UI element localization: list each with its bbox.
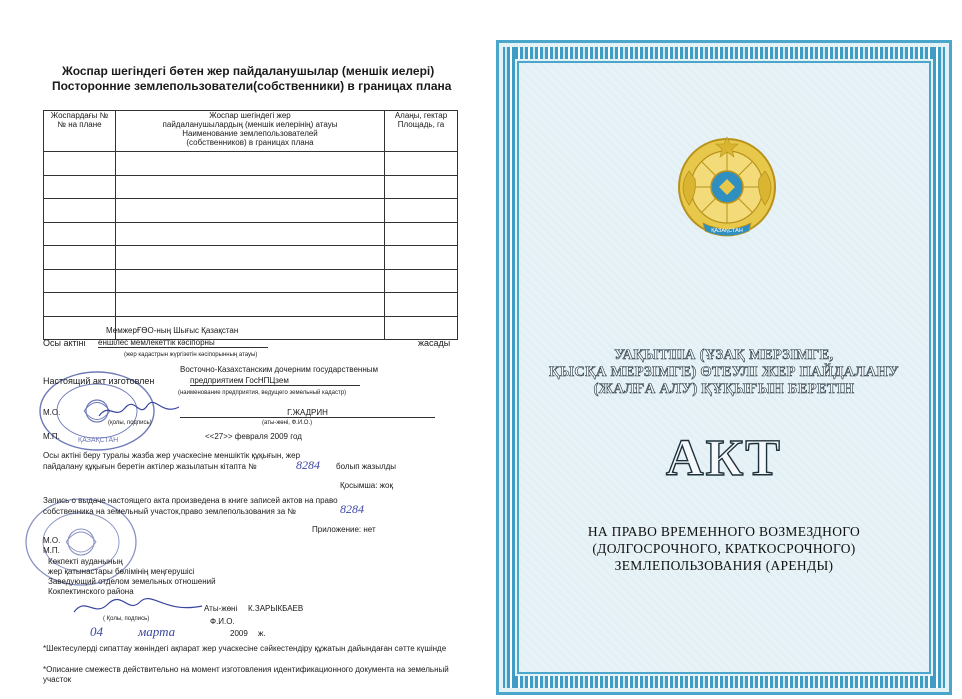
certificate-cover [496, 40, 952, 695]
mp-label-2: М.П. [43, 546, 60, 555]
heading-ru-line-1: НА ПРАВО ВРЕМЕННОГО ВОЗМЕЗДНОГО [587, 524, 861, 539]
heading-kz [499, 347, 949, 398]
heading-kz-line-1: УАҚЫТША (ҰЗАҚ МЕРЗІМГЕ, [614, 347, 834, 363]
heading-ru-line-2: (ДОЛГОСРОЧНОГО, КРАТКОСРОЧНОГО) [592, 541, 856, 556]
zhasady-label: жасады [418, 338, 451, 348]
footnote-kz: *Шектесулерді сипаттау жөніндегі ақпарат жер учаскесіне сәйкестендіру құжатын дайындаған сәтте күшінде [43, 644, 447, 653]
table-row [44, 246, 458, 270]
table-header-row [44, 111, 458, 152]
stamp-text: ҚАЗАҚСТАН [78, 437, 119, 444]
name-caption: (аты-жөні, Ф.И.О.) [262, 420, 313, 426]
issuer-caption: (жер кадастрын жүргізетін кәсіпорынның атауы) [124, 352, 258, 358]
ru-record-line-1: Запись о выдаче настоящего акта произведена в книге записей актов на право [43, 496, 338, 505]
signer-name: Г.ЖАДРИН [180, 408, 435, 418]
akt-title: АКТ [666, 430, 782, 487]
issue-date: <<27>> февраля 2009 год [205, 432, 302, 441]
prepared-line-2: предприятием ГосНПЦзем [190, 376, 360, 386]
head-title-1: Көкпекті ауданының [48, 557, 123, 566]
title-ru: Посторонние землепользователи(собственники) в границах плана [52, 79, 452, 93]
ru-record-line-2: собственника на земельный участок,право землепользования за № [43, 507, 296, 516]
head-title-4: Кокпектинского района [48, 587, 134, 596]
ru-attachment: Приложение: нет [312, 525, 376, 534]
table-row [44, 222, 458, 246]
date-day: 04 [90, 624, 103, 639]
head-title-3: Заведующий отделом земельных отношений [48, 577, 216, 586]
head-fio-label: Ф.И.О. [210, 617, 235, 626]
footnote-ru: *Описание смежеств действительно на момент изготовления идентификационного документа на земельный участок [43, 665, 449, 684]
heading-kz-line-2: ҚЫСҚА МЕРЗІМГЕ) ӨТЕУЛІ ЖЕР ПАЙДАЛАНУ [549, 364, 899, 380]
kz-attachment: Қосымша: жоқ [340, 481, 393, 490]
kz-record-line-3: болып жазылды [336, 462, 397, 471]
table-row [44, 293, 458, 317]
neighbors-table [43, 110, 458, 340]
head-name-label: Аты-жөні [204, 604, 238, 613]
head-signature-caption: ( Қолы, подпись) [103, 616, 150, 622]
signature-caption: (қолы, подпись) [108, 420, 152, 426]
table-row [44, 175, 458, 199]
issuer-line-1: МемжерҒӨО-ның Шығыс Қазақстан [106, 326, 239, 335]
table-row [44, 152, 458, 176]
record-number-2: 8284 [340, 502, 364, 516]
table-header-number: Жоспардағы № № на плане [44, 111, 116, 152]
date-month: марта [138, 624, 176, 639]
prepared-label: Настоящий акт изготовлен [43, 376, 155, 386]
record-number-1: 8284 [296, 458, 320, 472]
head-name: К.ЗАРЫКБАЕВ [248, 604, 304, 613]
emblem-text: ҚАЗАҚСТАН [711, 228, 743, 234]
osy-akti-label: Осы актіні [43, 338, 86, 348]
heading-ru-line-3: ЗЕМЛЕПОЛЬЗОВАНИЯ (АРЕНДЫ) [614, 558, 834, 573]
title-kz: Жоспар шегіндегі бөтен жер пайдаланушылар (меншік иелері) [62, 64, 435, 78]
date-year: 2009 [230, 629, 248, 638]
heading-kz-line-3: (ЖАЛҒА АЛУ) ҚҰҚЫҒЫН БЕРЕТІН [593, 381, 855, 397]
kz-record-line-1: Осы актіні беру туралы жазба жер учаскесіне меншіктік құқығын, жер [43, 451, 301, 460]
prepared-caption: (наименование предприятия, ведущего земельный кадастр) [178, 390, 347, 396]
table-row [44, 199, 458, 223]
mo-label: М.О. [43, 408, 61, 417]
issuer-line-2: еншілес мемлекеттік кәсіпорны [98, 338, 268, 348]
left-page [0, 0, 480, 699]
table-header-name: Жоспар шегіндегі жер пайдаланушылардың (меншік иелерінің) атауы Наименование землепользователей (собственников) в границах плана [116, 111, 385, 152]
heading-ru [499, 523, 949, 574]
mp-label: М.П. [43, 432, 60, 441]
date-suffix: ж. [258, 629, 266, 638]
mo-label-2: М.О. [43, 536, 61, 545]
prepared-line-1: Восточно-Казахстанским дочерним государственным [180, 365, 378, 374]
kz-record-line-2: пайдалану құқығын беретін актілер жазылатын кітапта № [43, 462, 257, 471]
head-title-2: жер қатынастары бөлімінің меңгерушісі [48, 567, 195, 576]
table-row [44, 269, 458, 293]
state-emblem-icon [667, 131, 787, 243]
table-header-area: Алаңы, гектар Площадь, га [385, 111, 458, 152]
